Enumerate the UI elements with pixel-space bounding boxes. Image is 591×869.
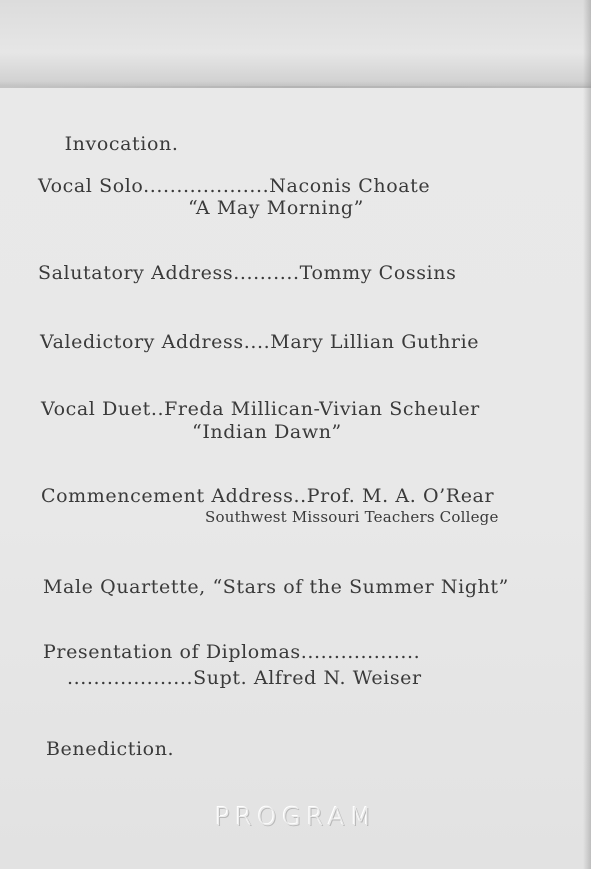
fold-crease [0, 86, 591, 88]
valedictory-title: Valedictory Address [40, 331, 244, 353]
program-item-diplomas [43, 641, 420, 663]
leader-dots: .................. [300, 641, 421, 663]
program-item-male-quartette: Male Quartette, “Stars of the Summer Night” [43, 576, 509, 598]
program-item-salutatory [38, 262, 456, 284]
vocal-duet-piece: “Indian Dawn” [192, 421, 342, 443]
vocal-solo-title: Vocal Solo [38, 175, 144, 197]
invocation-label: Invocation. [64, 133, 179, 155]
diplomas-presenter: Supt. Alfred N. Weiser [193, 667, 422, 689]
commencement-speaker: Prof. M. A. O’Rear [306, 485, 495, 507]
leader-dots: .......... [233, 262, 300, 284]
leader-dots: ................... [67, 667, 194, 689]
program-item-commencement [41, 485, 494, 507]
vocal-duet-title: Vocal Duet [41, 398, 151, 420]
program-item-valedictory [40, 331, 479, 353]
embossed-program-title: PROGRAM [214, 802, 377, 831]
salutatory-title: Salutatory Address [38, 262, 234, 284]
vocal-duet-performers: Freda Millican-Vivian Scheuler [164, 398, 480, 420]
leader-dots: .. [150, 398, 165, 420]
program-item-vocal-duet [41, 398, 480, 420]
commencement-title: Commencement Address [41, 485, 294, 507]
diplomas-presenter-line [67, 667, 422, 689]
vocal-solo-piece: “A May Morning” [188, 197, 364, 219]
page-edge-shadow [583, 0, 591, 869]
program-item-invocation [38, 111, 178, 177]
diplomas-title: Presentation of Diplomas [43, 641, 301, 663]
commencement-affiliation: Southwest Missouri Teachers College [205, 508, 499, 526]
page-fold [0, 0, 591, 88]
leader-dots: .. [293, 485, 307, 507]
salutatory-speaker: Tommy Cossins [299, 262, 457, 284]
valedictory-speaker: Mary Lillian Guthrie [270, 331, 480, 353]
leader-dots: ................... [143, 175, 270, 197]
vocal-solo-performer: Naconis Choate [269, 175, 431, 197]
program-item-benediction: Benediction. [46, 738, 175, 760]
leader-dots: .... [243, 331, 271, 353]
program-item-vocal-solo [38, 175, 430, 197]
